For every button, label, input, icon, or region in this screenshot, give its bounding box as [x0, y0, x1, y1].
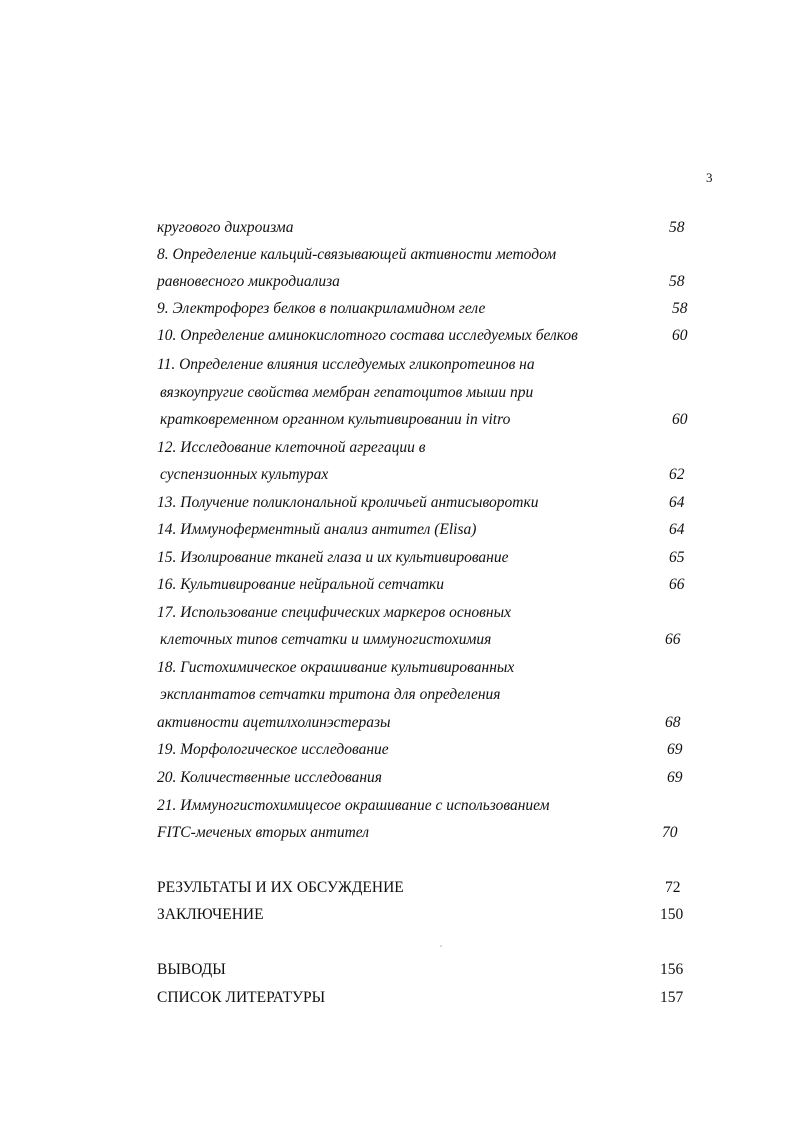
- toc-entry: [0, 601, 793, 625]
- toc-entry-title: 16. Культивирование нейральной сетчатки: [157, 576, 445, 593]
- toc-entry-title: эксплантатов сетчатки тритона для определения: [160, 686, 501, 703]
- toc-entry: [0, 573, 793, 597]
- toc-entry: [0, 656, 793, 680]
- toc-entry-page: 65: [669, 549, 685, 566]
- toc-chapter-title: РЕЗУЛЬТАТЫ И ИХ ОБСУЖДЕНИЕ: [157, 879, 404, 896]
- toc-entry-title: суспензионных культурах: [160, 466, 329, 483]
- toc-entry-page: 66: [669, 576, 685, 593]
- toc-entry-title: кратковременном органном культивировании in vitro: [160, 411, 511, 428]
- toc-entry: [0, 324, 793, 348]
- toc-entry-page: 60: [672, 327, 688, 344]
- toc-entry-title: 14. Иммуноферментный анализ антител (Elisa): [157, 521, 477, 538]
- toc-entry: [0, 297, 793, 321]
- toc-entry-page: 68: [665, 714, 681, 731]
- scan-speck: [440, 945, 442, 947]
- toc-entry-title: кругового дихроизма: [157, 219, 294, 236]
- toc-entry-page: 69: [667, 741, 683, 758]
- toc-entry-title: 11. Определение влияния исследуемых гликопротеинов на: [157, 356, 535, 373]
- toc-entry: [0, 463, 793, 487]
- toc-entry-page: 64: [669, 494, 685, 511]
- toc-entry: [0, 794, 793, 818]
- toc-entry: [0, 711, 793, 735]
- toc-entry-title: 10. Определение аминокислотного состава исследуемых белков: [157, 327, 578, 344]
- toc-chapter-page: 156: [660, 961, 684, 978]
- toc-entry-page: 58: [672, 300, 688, 317]
- toc-entry-title: 12. Исследование клеточной агрегации в: [157, 439, 426, 456]
- toc-entry-title: 8. Определение кальций-связывающей активности методом: [157, 246, 557, 263]
- toc-entry: [0, 821, 793, 845]
- toc-chapter: [0, 958, 793, 982]
- toc-entry-title: 17. Использование специфических маркеров основных: [157, 604, 511, 621]
- toc-chapter-page: 157: [660, 989, 684, 1006]
- toc-entry: [0, 243, 793, 267]
- toc-chapter-title: ЗАКЛЮЧЕНИЕ: [157, 906, 264, 923]
- toc-entry-page: 58: [669, 273, 685, 290]
- toc-entry-title: 9. Электрофорез белков в полиакриламидном геле: [157, 300, 486, 317]
- toc-entry-title: 13. Получение поликлональной кроличьей антисыворотки: [157, 494, 539, 511]
- toc-entry-page: 62: [669, 466, 685, 483]
- toc-entry: [0, 408, 793, 432]
- toc-chapter-page: 72: [665, 879, 681, 896]
- toc-entry: [0, 738, 793, 762]
- toc-entry-page: 70: [662, 824, 678, 841]
- toc-entry: [0, 436, 793, 460]
- toc-entry: [0, 353, 793, 377]
- toc-entry-page: 66: [665, 631, 681, 648]
- toc-entry: [0, 270, 793, 294]
- toc-entry-page: 58: [669, 219, 685, 236]
- toc-entry-title: 21. Иммуногистохимицесое окрашивание с использованием: [157, 797, 550, 814]
- toc-entry-title: 18. Гистохимическое окрашивание культивированных: [157, 659, 515, 676]
- toc-entry-title: FITC-меченых вторых антител: [157, 824, 370, 841]
- toc-entry-title: равновесного микродиализа: [157, 273, 340, 290]
- toc-chapter-page: 150: [660, 906, 684, 923]
- toc-entry-title: активности ацетилхолинэстеразы: [157, 714, 391, 731]
- toc-entry-title: вязкоупругие свойства мембран гепатоцитов мыши при: [160, 384, 534, 401]
- toc-entry-title: 20. Количественные исследования: [157, 769, 382, 786]
- toc-entry: [0, 546, 793, 570]
- toc-entry-title: 15. Изолирование тканей глаза и их культивирование: [157, 549, 509, 566]
- toc-entry-page: 69: [667, 769, 683, 786]
- toc-entry: [0, 216, 793, 240]
- toc-chapter: [0, 903, 793, 927]
- toc-chapter: [0, 986, 793, 1010]
- toc-entry: [0, 381, 793, 405]
- toc-chapter-title: СПИСОК ЛИТЕРАТУРЫ: [157, 989, 326, 1006]
- toc-entry-page: 64: [669, 521, 685, 538]
- toc-chapter: [0, 876, 793, 900]
- toc-entry: [0, 628, 793, 652]
- toc-entry: [0, 518, 793, 542]
- toc-entry-title: клеточных типов сетчатки и иммуногистохимия: [160, 631, 492, 648]
- toc-chapter-title: ВЫВОДЫ: [157, 961, 226, 978]
- page-number: 3: [706, 170, 713, 185]
- toc-entry-title: 19. Морфологическое исследование: [157, 741, 389, 758]
- toc-entry: [0, 491, 793, 515]
- toc-entry: [0, 683, 793, 707]
- toc-entry-page: 60: [672, 411, 688, 428]
- toc-entry: [0, 766, 793, 790]
